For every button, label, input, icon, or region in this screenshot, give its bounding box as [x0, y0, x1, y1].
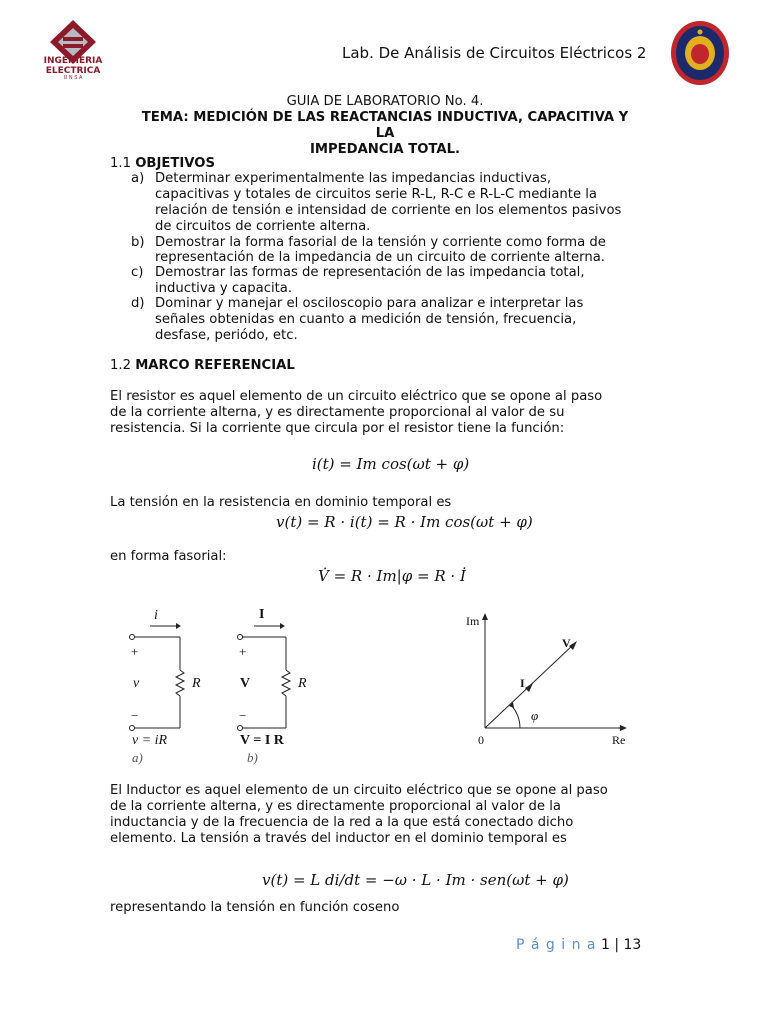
- objective-a-line: Determinar experimentalmente las impedancias inductivas,: [155, 171, 552, 186]
- label-plus: +: [131, 644, 139, 659]
- guide-title: GUIA DE LABORATORIO No. 4.: [286, 94, 484, 109]
- objective-d-line: señales obtenidas en cuanto a medición de tensión, frecuencia,: [155, 312, 577, 327]
- tema-line-1: TEMA: MEDICIÓN DE LAS REACTANCIAS INDUCTIVA, CAPACITIVA Y: [141, 110, 629, 125]
- objective-c-label: c): [131, 265, 144, 280]
- paragraph-line: de la corriente alterna, y es directamente proporcional al valor de la: [110, 799, 561, 814]
- header-title: Lab. De Análisis de Circuitos Eléctricos 2: [342, 44, 647, 62]
- arrow-head-icon: [620, 725, 627, 731]
- logo-text-unsa: U N S A: [63, 75, 83, 81]
- arrow-head-icon: [280, 623, 285, 629]
- objective-d-line: Dominar y manejar el osciloscopio para analizar e interpretar las: [155, 296, 584, 311]
- objective-a-line: capacitivas y totales de circuitos serie R-L, R-C e R-L-C mediante la: [155, 187, 598, 202]
- phasor-diagram: [470, 610, 630, 750]
- page-number: 1: [600, 937, 610, 953]
- paragraph-line: de la corriente alterna, y es directamente proporcional al valor de su: [110, 405, 565, 420]
- terminal-icon: [238, 726, 243, 731]
- section-title: OBJETIVOS: [135, 156, 215, 171]
- paragraph-line: representando la tensión en función coseno: [110, 900, 400, 915]
- label-phasor-v: V: [562, 636, 571, 650]
- paragraph-line: en forma fasorial:: [110, 549, 227, 564]
- logo-text-ingenieria: INGENIERIA: [43, 56, 103, 66]
- equation-current: i(t) = Im cos(ωt + φ): [312, 455, 470, 473]
- resistor-icon: [176, 670, 184, 696]
- arrow-head-icon: [176, 623, 181, 629]
- university-seal: [670, 20, 730, 86]
- paragraph-line: resistencia. Si la corriente que circula por el resistor tiene la función:: [110, 421, 565, 436]
- label-voltage-V: V: [240, 676, 251, 691]
- terminal-icon: [238, 635, 243, 640]
- terminal-icon: [130, 726, 135, 731]
- label-minus: −: [239, 708, 247, 723]
- page-separator: |: [614, 937, 620, 953]
- page-total: 13: [623, 937, 642, 953]
- label-ohm-law-b: V = I R: [240, 733, 284, 748]
- seal-icon: [670, 20, 730, 86]
- angle-arc: [511, 705, 520, 728]
- label-resistor-r: R: [192, 676, 201, 691]
- label-figure-b: b): [247, 750, 258, 765]
- section-marco-heading: [110, 358, 295, 374]
- page-word: P á g i n a: [516, 937, 597, 953]
- logo-text-electrica: ELECTRICA: [45, 66, 101, 76]
- label-voltage-v: v: [133, 676, 140, 691]
- tema-line-2: LA: [375, 126, 395, 141]
- objective-b-label: b): [131, 235, 145, 250]
- objective-a-line: relación de tensión e intensidad de corriente en los elementos pasivos: [155, 203, 622, 218]
- label-axis-im: Im: [466, 614, 480, 628]
- equation-voltage-time: v(t) = R · i(t) = R · Im cos(ωt + φ): [276, 513, 533, 531]
- paragraph-line: El Inductor es aquel elemento de un circuito eléctrico que se opone al paso: [110, 783, 608, 798]
- objective-c-line: Demostrar las formas de representación de las impedancia total,: [155, 265, 585, 280]
- paragraph-line: El resistor es aquel elemento de un circuito eléctrico que se opone al paso: [110, 389, 603, 404]
- phasor-i-arrow-icon: [525, 683, 533, 692]
- label-plus: +: [239, 644, 247, 659]
- resistor-icon: [282, 670, 290, 696]
- label-current-i: i: [154, 608, 158, 623]
- objective-b-line: representación de la impedancia de un circuito de corriente alterna.: [155, 250, 605, 265]
- label-phasor-i: I: [520, 676, 525, 690]
- paragraph-line: La tensión en la resistencia en dominio temporal es: [110, 495, 452, 510]
- label-figure-a: a): [132, 750, 143, 765]
- label-origin: 0: [478, 733, 484, 747]
- label-ohm-law-a: v = iR: [132, 733, 168, 748]
- paragraph-line: inductancia y de la frecuencia de la red a la que está conectado dicho: [110, 815, 574, 830]
- tema-line-3: IMPEDANCIA TOTAL.: [309, 142, 461, 157]
- label-resistor-r: R: [298, 676, 307, 691]
- arrow-head-icon: [482, 613, 488, 620]
- section-title: MARCO REFERENCIAL: [135, 358, 295, 373]
- terminal-icon: [130, 635, 135, 640]
- label-angle-phi: φ: [531, 708, 539, 723]
- objective-c-line: inductiva y capacita.: [155, 281, 293, 296]
- objective-a-label: a): [131, 171, 145, 186]
- section-number: 1.2: [110, 358, 131, 373]
- faculty-logo: [38, 18, 108, 82]
- label-axis-re: Re: [612, 733, 626, 747]
- page-footer: [516, 937, 641, 953]
- section-objetivos-heading: [110, 156, 215, 172]
- paragraph-line: elemento. La tensión a través del inductor en el dominio temporal es: [110, 831, 567, 846]
- objective-d-line: desfase, periódo, etc.: [155, 328, 298, 343]
- label-minus: −: [131, 708, 139, 723]
- objective-b-line: Demostrar la forma fasorial de la tensión y corriente como forma de: [155, 235, 606, 250]
- objective-a-line: de circuitos de corriente alterna.: [155, 219, 371, 234]
- objective-d-label: d): [131, 296, 145, 311]
- section-number: 1.1: [110, 156, 131, 171]
- equation-phasor: V̇ = R · Im|φ = R · İ: [318, 567, 466, 585]
- equation-inductor-voltage: v(t) = L di/dt = −ω · L · Im · sen(ωt + φ): [262, 871, 569, 889]
- label-current-I: I: [259, 607, 265, 622]
